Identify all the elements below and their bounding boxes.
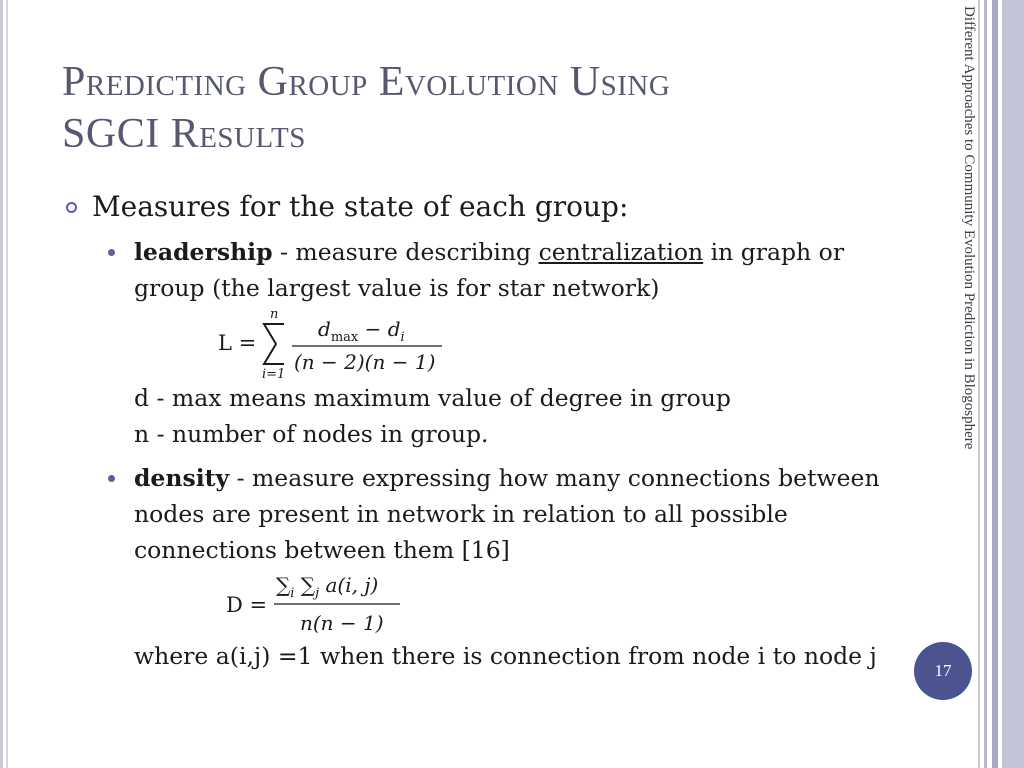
formula-d-numerator: $\sum_i$ $\sum_j$ a(i, j) (276, 573, 379, 601)
leadership-note-n: n - number of nodes in group. (134, 420, 489, 448)
formula-l-lhs: L = (218, 331, 257, 355)
left-decoration (0, 0, 14, 768)
dot-bullet-icon (108, 475, 115, 482)
leadership-note-dmax: d - max means maximum value of degree in group (134, 384, 731, 412)
slide-title (62, 56, 862, 160)
leadership-formula (214, 306, 614, 380)
formula-l-denominator: (n − 2)(n − 1) (294, 350, 436, 374)
density-note: where a(i,j) =1 when there is connection from node i to node j (134, 642, 877, 670)
slide-title-line2: SGCI Results (62, 111, 306, 157)
density-term: density (134, 464, 230, 492)
density-desc: - measure expressing how many connections between nodes are present in network in relation to all possible connections between them [16] (134, 464, 880, 564)
slide-body (62, 188, 882, 674)
bullet-leadership (62, 234, 882, 452)
page-number-badge: 17 (914, 642, 972, 700)
leadership-desc-b: in graph or group (the largest value is for star network) (134, 238, 845, 302)
main-bullet-text: Measures for the state of each group: (92, 190, 629, 223)
leadership-desc-a: - measure describing (272, 238, 539, 266)
dot-bullet-icon (108, 249, 115, 256)
bullet-density (62, 460, 882, 674)
main-bullet (62, 188, 882, 226)
side-caption: Different Approaches to Community Evolution Prediction in Blogosphere (961, 6, 977, 450)
formula-l-sum-top: n (270, 307, 279, 322)
centralization-term: centralization (538, 238, 704, 266)
formula-d-lhs: D = (226, 593, 268, 617)
formula-d-denominator: n(n − 1) (300, 611, 384, 635)
leadership-term: leadership (134, 238, 273, 266)
formula-l-sum-bottom: i=1 (262, 367, 286, 380)
ring-bullet-icon (66, 202, 77, 213)
summation-icon (264, 324, 284, 364)
slide-title-line1: Predicting Group Evolution Using (62, 59, 671, 105)
right-decoration (978, 0, 1024, 768)
density-formula (226, 568, 526, 638)
formula-l-numerator: $d_{max} - d_i$ (318, 317, 405, 345)
